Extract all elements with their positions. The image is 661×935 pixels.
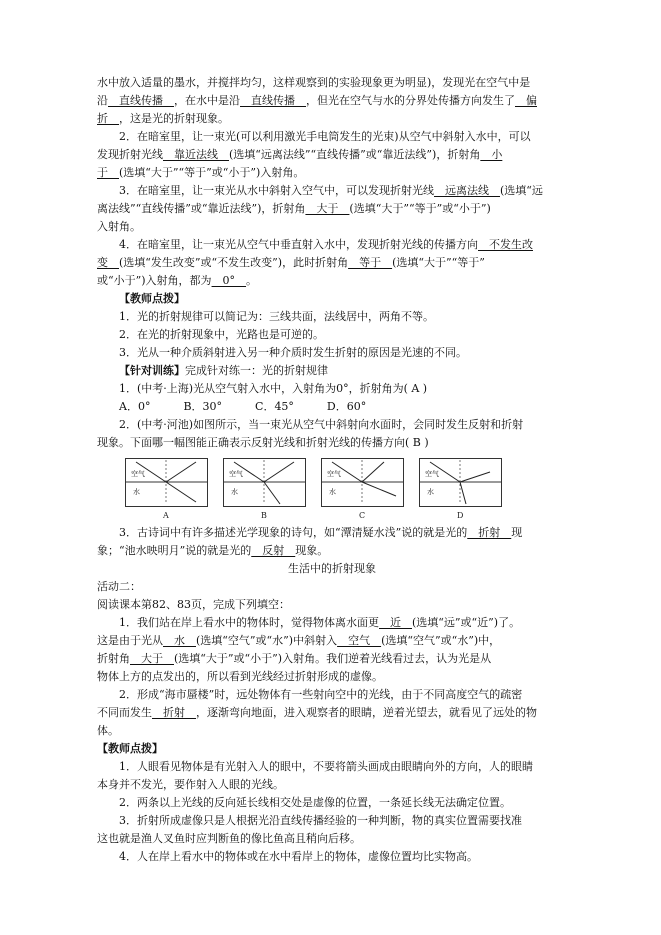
text-segment: ，这是光的折射现象。 xyxy=(119,112,229,125)
text-line xyxy=(97,686,567,704)
text-line xyxy=(97,218,567,236)
text-segment: 沿 xyxy=(97,94,108,107)
text-line xyxy=(97,596,567,614)
answer-blank: 水 xyxy=(163,634,196,647)
text-segment: 1．人眼看见物体是有光射入人的眼中，不要将箭头画成由眼睛向外的方向，人的眼睛 xyxy=(119,760,533,773)
refraction-diagrams xyxy=(125,458,505,520)
answer-blank: 折射 xyxy=(152,706,196,719)
text-line xyxy=(97,632,567,650)
text-segment: 物体上方的点发出的，所以看到光线经过折射形成的虚像。 xyxy=(97,670,383,683)
text-segment: 不同而发生 xyxy=(97,706,152,719)
reflected-ray xyxy=(460,472,490,482)
text-segment: 【针对训练】 xyxy=(119,364,185,377)
text-segment: A．0° B．30° C．45° D．60° xyxy=(119,400,367,413)
text-line xyxy=(97,290,567,308)
text-line xyxy=(97,560,567,578)
text-segment: 活动二： xyxy=(97,580,141,593)
water-label: 水 xyxy=(231,488,238,496)
text-line xyxy=(97,200,567,218)
text-segment: (选填“大于”“等于”或“小于”) xyxy=(349,202,491,215)
text-line xyxy=(97,164,567,182)
option-label: C xyxy=(359,511,366,520)
text-line xyxy=(97,236,567,254)
text-line xyxy=(97,128,567,146)
answer-blank: 远离法线 xyxy=(434,184,500,197)
text-segment: 4．人在岸上看水中的物体或在水中看岸上的物体，虚像位置均比实物高。 xyxy=(119,850,478,863)
text-segment: 水中放入适量的墨水，并搅拌均匀，这样观察到的实验现象更为明显)，发现光在空气中是 xyxy=(97,76,531,89)
water-label: 水 xyxy=(133,488,140,496)
answer-blank: 于 xyxy=(97,166,119,179)
answer-blank: 空气 xyxy=(337,634,382,647)
text-segment: 象；“池水映明月”说的就是光的 xyxy=(97,544,252,557)
text-segment: (选填“大于”“等于”或“小于”)入射角。 xyxy=(119,166,305,179)
text-line xyxy=(97,344,567,362)
text-segment: 1．(中考·上海)光从空气射入水中，入射角为0°，折射角为( A ) xyxy=(119,382,428,395)
text-line xyxy=(97,668,567,686)
text-line xyxy=(97,416,567,434)
text-line xyxy=(97,704,567,722)
answer-blank: 偏 xyxy=(515,94,537,107)
text-segment: 3．折射所成虚像只是人根据光沿直线传播经验的一种判断，物的真实位置需要找准 xyxy=(119,814,522,827)
text-block-bottom xyxy=(97,524,567,866)
text-line xyxy=(97,398,567,416)
text-line xyxy=(97,848,567,866)
text-segment: 【教师点拨】 xyxy=(119,292,185,305)
text-line xyxy=(97,740,567,758)
text-segment: (选填“大于”或“小于”)入射角。我们逆着光线看过去，认为光是从 xyxy=(174,652,492,665)
air-label: 空气 xyxy=(327,470,341,478)
text-segment: 现 xyxy=(511,526,523,539)
text-line xyxy=(97,650,567,668)
reflected-ray xyxy=(264,462,294,482)
text-line xyxy=(97,74,567,92)
answer-blank: 不发生改 xyxy=(478,238,533,251)
text-segment: 。 xyxy=(246,274,258,287)
text-segment: ，逐渐弯向地面，进入观察者的眼睛，逆着光望去，就看见了远处的物 xyxy=(196,706,537,719)
text-line xyxy=(97,380,567,398)
reflected-ray xyxy=(362,462,384,482)
text-segment: 完成针对练一：光的折射规律 xyxy=(185,364,328,377)
document-page xyxy=(97,74,567,866)
answer-blank: 大于 xyxy=(130,652,174,665)
text-segment: (选填“空气”或“水”)中， xyxy=(381,634,501,647)
text-line xyxy=(97,776,567,794)
air-label: 空气 xyxy=(425,470,439,478)
answer-blank: 折射 xyxy=(467,526,512,539)
text-line xyxy=(97,614,567,632)
text-segment: 4．在暗室里，让一束光从空气中垂直射入水中，发现折射光线的传播方向 xyxy=(119,238,478,251)
refracted-ray xyxy=(166,482,196,502)
text-segment: 这是由于光从 xyxy=(97,634,163,647)
answer-blank: 直线传播 xyxy=(240,94,306,107)
text-line xyxy=(97,794,567,812)
refracted-ray xyxy=(264,482,280,504)
answer-blank: 小 xyxy=(480,148,503,161)
text-segment: 或“小于”)入射角，都为 xyxy=(97,274,212,287)
air-label: 空气 xyxy=(131,470,145,478)
text-segment: (选填“远离法线”“直线传播”或“靠近法线”)，折射角 xyxy=(229,148,481,161)
text-segment: 2．形成“海市蜃楼”时，远处物体有一些射向空中的光线，由于不同高度空气的疏密 xyxy=(119,688,523,701)
answer-blank: 等于 xyxy=(348,256,393,269)
text-segment: 现象。下面哪一幅图能正确表示反射光线和折射光线的传播方向( B ) xyxy=(97,436,429,449)
option-label: A xyxy=(163,511,169,520)
text-segment: 这也就是渔人叉鱼时应判断鱼的像比鱼高且稍向后移。 xyxy=(97,832,361,845)
text-line xyxy=(97,830,567,848)
text-segment: (选填“大于”“等于” xyxy=(392,256,485,269)
refracted-ray xyxy=(362,482,396,496)
answer-blank: 变 xyxy=(97,256,119,269)
text-line xyxy=(97,326,567,344)
answer-blank: 0° xyxy=(211,274,247,287)
text-segment: 生活中的折射现象 xyxy=(288,562,376,575)
text-segment: 1．光的折射规律可以简记为：三线共面，法线居中，两角不等。 xyxy=(119,310,434,323)
text-segment: 现象。 xyxy=(295,544,329,557)
text-segment: ，但光在空气与水的分界处传播方向发生了 xyxy=(306,94,515,107)
water-label: 水 xyxy=(329,488,336,496)
water-label: 水 xyxy=(427,488,434,496)
refracted-ray xyxy=(460,482,466,504)
text-line xyxy=(97,146,567,164)
text-segment: 2．(中考·河池)如图所示，当一束光从空气中斜射向水面时，会同时发生反射和折射 xyxy=(119,418,524,431)
text-line xyxy=(97,758,567,776)
text-line xyxy=(97,254,567,272)
text-segment: (选填“发生改变”或“不发生改变”)，此时折射角 xyxy=(119,256,349,269)
text-segment: 2．在光的折射现象中，光路也是可逆的。 xyxy=(119,328,324,341)
air-label: 空气 xyxy=(229,470,243,478)
answer-blank: 靠近法线 xyxy=(163,148,229,161)
text-segment: 折射角 xyxy=(97,652,130,665)
text-segment: 2．两条以上光线的反向延长线相交处是虚像的位置，一条延长线无法确定位置。 xyxy=(119,796,511,809)
answer-blank: 折 xyxy=(97,112,119,125)
option-label: B xyxy=(261,511,267,520)
text-line xyxy=(97,542,567,560)
text-segment: 离法线”“直线传播”或“靠近法线”)，折射角 xyxy=(97,202,306,215)
text-line xyxy=(97,812,567,830)
text-line xyxy=(97,722,567,740)
text-block-top xyxy=(97,74,567,452)
refraction-figure xyxy=(125,458,505,520)
text-segment: (选填“空气”或“水”)中斜射入 xyxy=(196,634,338,647)
text-line xyxy=(97,92,567,110)
answer-blank: 大于 xyxy=(305,202,350,215)
text-segment: 【教师点拨】 xyxy=(97,742,163,755)
answer-blank: 近 xyxy=(379,616,412,629)
text-segment: (选填“远”或“近”)了。 xyxy=(412,616,521,629)
text-segment: 体。 xyxy=(97,724,119,737)
text-segment: ，在水中是沿 xyxy=(174,94,240,107)
text-line xyxy=(97,308,567,326)
text-line xyxy=(97,362,567,380)
answer-blank: 直线传播 xyxy=(108,94,174,107)
text-segment: (选填“远 xyxy=(500,184,543,197)
text-segment: 2．在暗室里，让一束光(可以利用激光手电筒发生的光束)从空气中斜射入水中，可以 xyxy=(119,130,531,143)
text-segment: 入射角。 xyxy=(97,220,141,233)
text-segment: 3．古诗词中有许多描述光学现象的诗句，如“潭清疑水浅”说的就是光的 xyxy=(119,526,468,539)
text-line xyxy=(97,110,567,128)
text-line xyxy=(97,524,567,542)
option-label: D xyxy=(457,511,464,520)
text-line xyxy=(97,578,567,596)
text-line xyxy=(97,434,567,452)
text-segment: 3．光从一种介质斜射进入另一种介质时发生折射的原因是光速的不同。 xyxy=(119,346,467,359)
text-segment: 阅读课本第82、83页，完成下列填空： xyxy=(97,598,290,611)
text-line xyxy=(97,272,567,290)
text-segment: 本身并不发光，要作射入人眼的光线。 xyxy=(97,778,284,791)
text-segment: 3．在暗室里，让一束光从水中斜射入空气中，可以发现折射光线 xyxy=(119,184,434,197)
text-segment: 1．我们站在岸上看水中的物体时，觉得物体离水面更 xyxy=(119,616,379,629)
answer-blank: 反射 xyxy=(251,544,296,557)
reflected-ray xyxy=(166,462,196,482)
text-segment: 发现折射光线 xyxy=(97,148,163,161)
text-line xyxy=(97,182,567,200)
